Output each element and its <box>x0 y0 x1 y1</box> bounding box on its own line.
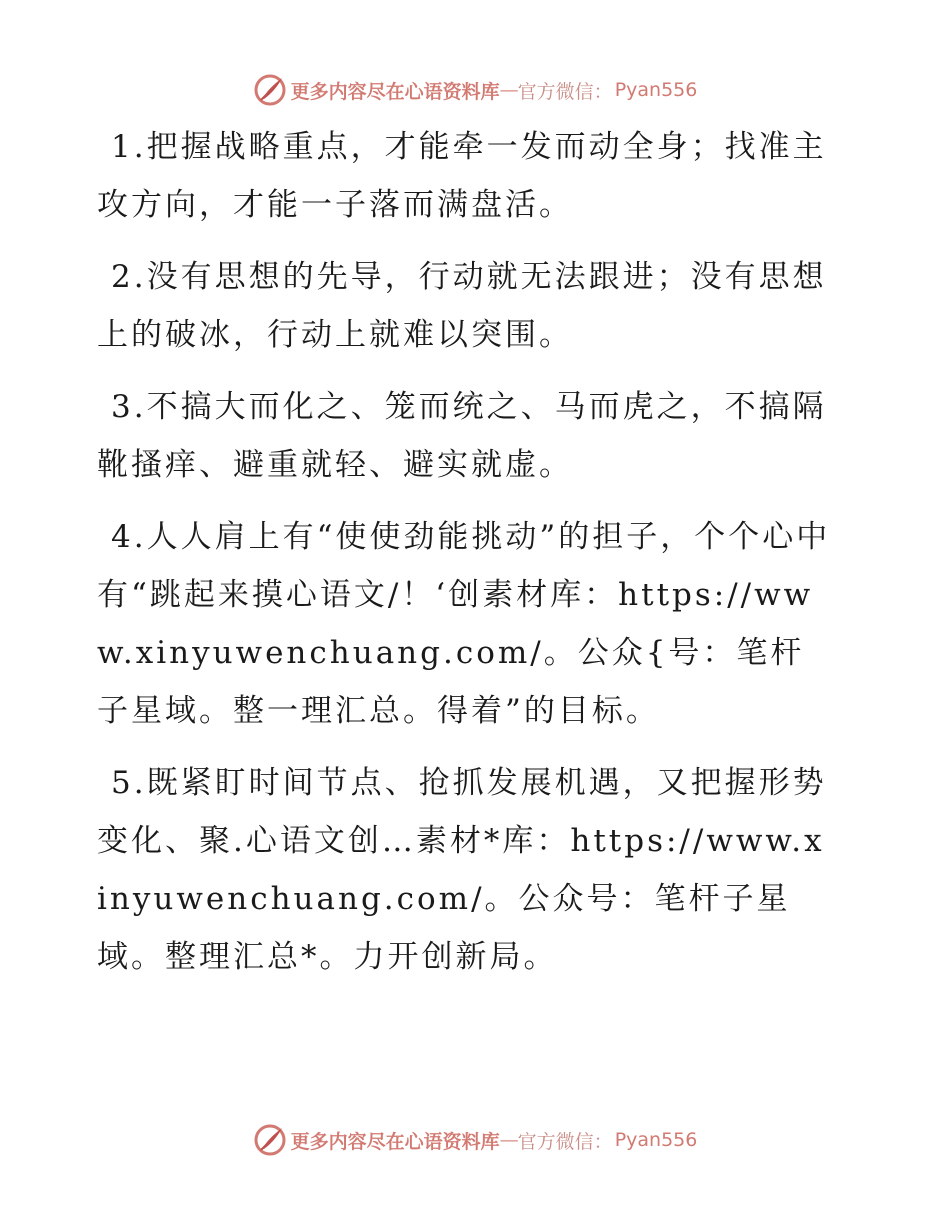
banner-text: 更多内容尽在心语资料库 <box>290 1130 500 1153</box>
banner-separator: — <box>499 79 518 101</box>
paragraph-3: 3.不搞大而化之、笼而统之、马而虎之，不搞隔靴搔痒、避重就轻、避实就虚。 <box>97 389 827 483</box>
paragraph-5: 5.既紧盯时间节点、抢抓发展机遇，又把握形势变化、聚.心语文创…素材*库：https://www.xinyuwenchuang.com/。公众号：笔杆子星域。整理汇总*。力开创新局。 <box>97 765 827 975</box>
banner-contact-id: Pyan556 <box>614 1129 698 1151</box>
banner-text: 更多内容尽在心语资料库 <box>290 80 500 103</box>
feather-pen-logo-icon <box>253 73 287 107</box>
banner-separator: — <box>499 1129 518 1151</box>
banner-contact-label: 官方微信： <box>517 80 613 103</box>
banner-contact-id: Pyan556 <box>614 79 698 101</box>
banner-contact-label: 官方微信： <box>517 1130 613 1153</box>
document-body <box>97 118 837 1000</box>
footer-banner <box>0 1120 950 1160</box>
paragraph-1: 1.把握战略重点，才能牵一发而动全身；找准主攻方向，才能一子落而满盘活。 <box>97 129 827 223</box>
paragraph-2: 2.没有思想的先导，行动就无法跟进；没有思想上的破冰，行动上就难以突围。 <box>97 259 827 353</box>
feather-pen-logo-icon <box>253 1123 287 1157</box>
header-banner <box>0 70 950 110</box>
paragraph-4: 4.人人肩上有“使使劲能挑动”的担子，个个心中有“跳起来摸心语文/！‘创素材库：https://www.xinyuwenchuang.com/。公众{号：笔杆子星域。整一理汇总。得着”的目标。 <box>97 519 831 729</box>
